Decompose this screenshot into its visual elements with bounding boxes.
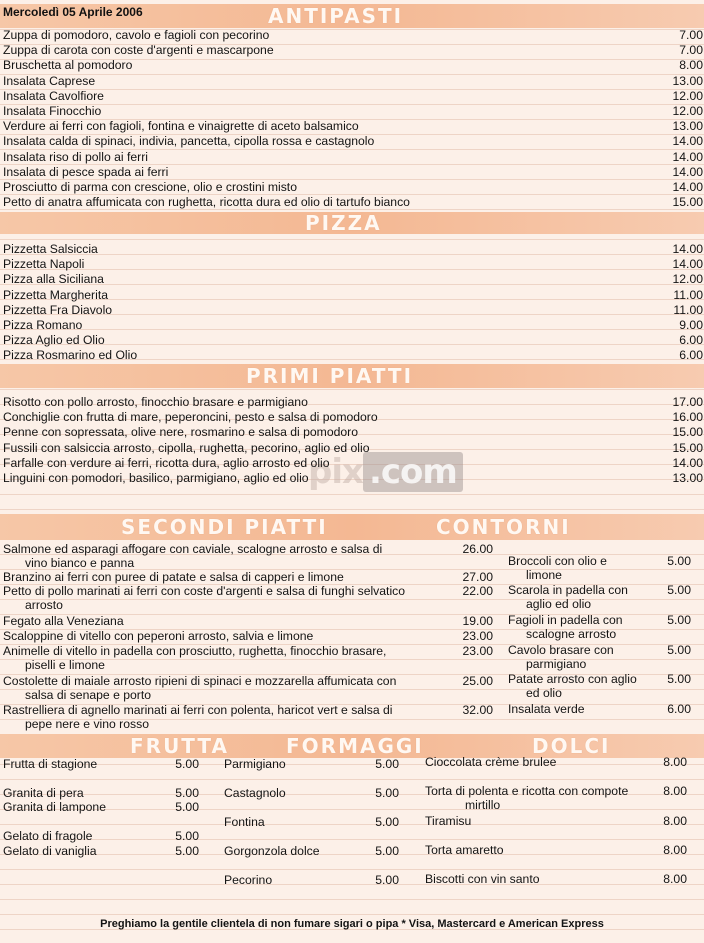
frutta-item — [3, 829, 198, 844]
antipasti-item — [3, 43, 703, 58]
item-price: 23.00 — [462, 644, 493, 658]
item-name: Pizza Aglio ed Olio — [3, 333, 105, 348]
item-name: Zuppa di pomodoro, cavolo e fagioli con pecorino — [3, 28, 270, 42]
item-price: 11.00 — [673, 287, 703, 302]
antipasti-item — [3, 180, 703, 195]
item-name: Pizza alla Siciliana — [3, 272, 104, 287]
antipasti-item — [3, 165, 703, 180]
antipasti-item — [3, 104, 703, 119]
item-price: 14.00 — [672, 257, 703, 272]
item-price: 7.00 — [679, 43, 703, 58]
menu-date: Mercoledì 05 Aprile 2006 — [3, 5, 143, 19]
item-price: 5.00 — [175, 844, 199, 858]
item-price: 8.00 — [663, 872, 687, 886]
item-price: 5.00 — [667, 554, 691, 568]
item-name: Cioccolata crème brulee — [425, 755, 557, 769]
item-name: Pecorino — [224, 873, 273, 887]
item-name-continued: salsa di senape e porto — [25, 688, 152, 702]
item-name: Pizzetta Napoli — [3, 257, 85, 272]
item-name: Branzino ai ferri con puree di patate e salsa di capperi e limone — [3, 570, 344, 584]
item-price: 17.00 — [672, 395, 703, 409]
primi-item — [3, 441, 703, 456]
item-price: 6.00 — [667, 702, 691, 716]
item-price: 32.00 — [462, 703, 493, 717]
section-title-formaggi: FORMAGGI — [286, 734, 424, 758]
item-name: Pizza Rosmarino ed Olio — [3, 348, 138, 363]
item-price: 12.00 — [672, 104, 703, 118]
item-name: Risotto con pollo arrosto, finocchio brasare e parmigiano — [3, 395, 308, 409]
pizza-item — [3, 288, 703, 303]
item-price: 5.00 — [375, 786, 399, 800]
item-name: Frutta di stagione — [3, 757, 98, 771]
antipasti-item — [3, 150, 703, 165]
item-name: Insalata Cavolfiore — [3, 88, 104, 103]
antipasti-item — [3, 74, 703, 89]
item-price: 5.00 — [667, 583, 691, 597]
item-name: Penne con sopressata, olive nere, rosmarino e salsa di pomodoro — [3, 425, 358, 440]
item-price: 5.00 — [375, 757, 399, 771]
item-price: 27.00 — [462, 570, 493, 584]
item-price: 14.00 — [672, 180, 703, 194]
item-price: 13.00 — [672, 119, 703, 134]
item-price: 5.00 — [375, 873, 399, 887]
item-price: 7.00 — [679, 28, 703, 42]
pizza-item — [3, 318, 703, 333]
primi-item — [3, 395, 703, 410]
item-name-continued: piselli e limone — [25, 658, 105, 672]
section-title-dolci: DOLCI — [532, 734, 611, 758]
item-name-continued: parmigiano — [526, 657, 587, 671]
formaggi-item — [224, 815, 399, 830]
pizza-item — [3, 333, 703, 348]
item-name: Tiramisu — [425, 814, 472, 828]
item-price: 26.00 — [462, 542, 493, 556]
item-name-continued: ed olio — [526, 686, 562, 700]
item-name: Gorgonzola dolce — [224, 844, 320, 858]
item-name: Zuppa di carota con coste d'argenti e mascarpone — [3, 43, 274, 58]
section-band-secondi — [0, 514, 704, 540]
contorni-item — [508, 643, 693, 671]
item-name: Fussili con salsiccia arrosto, cipolla, rughetta, pecorino, aglio ed olio — [3, 440, 370, 455]
item-name: Patate arrosto con aglio — [508, 672, 637, 686]
item-name: Pizzetta Fra Diavolo — [3, 302, 113, 317]
item-price: 5.00 — [175, 757, 199, 771]
contorni-item — [508, 672, 693, 700]
item-price: 25.00 — [462, 674, 493, 688]
item-price: 6.00 — [679, 333, 703, 348]
item-price: 5.00 — [175, 800, 199, 814]
item-price: 9.00 — [679, 318, 703, 332]
item-name-continued: scalogne arrosto — [526, 627, 617, 641]
secondi-item — [3, 644, 493, 672]
item-price: 14.00 — [672, 149, 703, 164]
item-price: 13.00 — [672, 471, 703, 485]
contorni-item — [508, 702, 693, 716]
item-price: 5.00 — [667, 613, 691, 627]
antipasti-item — [3, 134, 703, 149]
item-name-continued: pepe nere e vino rosso — [25, 717, 149, 731]
item-name: Gelato di vaniglia — [3, 844, 97, 858]
section-title-pizza: PIZZA — [305, 211, 382, 235]
item-price: 5.00 — [175, 829, 199, 843]
pizza-item — [3, 242, 703, 257]
item-name: Bruschetta al pomodoro — [3, 58, 133, 73]
formaggi-item — [224, 786, 399, 801]
item-name: Verdure ai ferri con fagioli, fontina e vinaigrette di aceto balsamico — [3, 119, 359, 134]
section-title-secondi: SECONDI PIATTI — [121, 515, 328, 539]
item-name: Prosciutto di parma con crescione, olio e crostini misto — [3, 180, 297, 194]
item-price: 14.00 — [672, 242, 703, 256]
item-name: Granita di pera — [3, 786, 84, 800]
item-price: 14.00 — [672, 455, 703, 470]
primi-item — [3, 425, 703, 440]
secondi-item — [3, 703, 493, 731]
pizza-item — [3, 303, 703, 318]
item-name: Parmigiano — [224, 757, 286, 771]
secondi-item — [3, 614, 493, 628]
item-name: Animelle di vitello in padella con prosciutto, rughetta, finocchio brasare, — [3, 644, 387, 658]
item-name: Pizzetta Salsiccia — [3, 242, 98, 256]
secondi-item — [3, 674, 493, 702]
item-name: Insalata riso di pollo ai ferri — [3, 149, 148, 164]
item-price: 8.00 — [663, 755, 687, 769]
item-name: Pizzetta Margherita — [3, 287, 108, 302]
item-price: 8.00 — [663, 784, 687, 798]
item-price: 8.00 — [663, 843, 687, 857]
item-name: Pizza Romano — [3, 318, 83, 332]
frutta-item — [3, 757, 198, 772]
formaggi-item — [224, 873, 399, 888]
frutta-item — [3, 844, 198, 859]
item-price: 22.00 — [462, 584, 493, 598]
secondi-item — [3, 629, 493, 643]
section-title-frutta: FRUTTA — [130, 734, 229, 758]
item-name: Scaloppine di vitello con peperoni arrosto, salvia e limone — [3, 629, 314, 643]
secondi-item — [3, 584, 493, 612]
item-price: 8.00 — [663, 814, 687, 828]
item-name: Castagnolo — [224, 786, 286, 800]
contorni-item — [508, 554, 693, 582]
item-name: Fagioli in padella con — [508, 613, 623, 627]
item-name: Insalata verde — [508, 702, 585, 716]
item-price: 5.00 — [667, 672, 691, 686]
item-name: Broccoli con olio e — [508, 554, 607, 568]
item-price: 14.00 — [672, 134, 703, 149]
pizza-item — [3, 272, 703, 287]
item-name-continued: mirtillo — [465, 798, 501, 812]
contorni-item — [508, 583, 693, 611]
formaggi-item — [224, 844, 399, 859]
footer-note: Preghiamo la gentile clientela di non fumare sigari o pipa * Visa, Mastercard e American Express — [100, 918, 604, 930]
item-name: Biscotti con vin santo — [425, 872, 540, 886]
item-price: 19.00 — [462, 614, 493, 628]
item-price: 15.00 — [672, 440, 703, 455]
item-price: 5.00 — [375, 815, 399, 829]
item-name: Insalata Finocchio — [3, 104, 102, 118]
antipasti-item — [3, 58, 703, 73]
pizza-item — [3, 348, 703, 363]
dolci-item — [425, 755, 688, 769]
item-name-continued: aglio ed olio — [526, 597, 592, 611]
item-price: 16.00 — [672, 410, 703, 425]
antipasti-item — [3, 195, 703, 210]
item-price: 15.00 — [672, 195, 703, 210]
item-name: Torta di polenta e ricotta con compote — [425, 784, 629, 798]
item-price: 11.00 — [673, 302, 703, 317]
antipasti-item — [3, 89, 703, 104]
item-name: Farfalle con verdure ai ferri, ricotta dura, aglio arrosto ed olio — [3, 455, 330, 470]
item-name: Granita di lampone — [3, 800, 106, 814]
item-name: Salmone ed asparagi affogare con caviale, scalogne arrosto e salsa di — [3, 542, 383, 556]
item-name: Petto di anatra affumicata con rughetta, ricotta dura ed olio di tartufo bianco — [3, 195, 410, 210]
section-title-primi: PRIMI PIATTI — [246, 364, 414, 388]
item-name: Petto di pollo marinati ai ferri con coste d'argenti e salsa di funghi selvatico — [3, 584, 406, 598]
item-name: Insalata Caprese — [3, 73, 96, 88]
item-name: Gelato di fragole — [3, 829, 93, 843]
item-price: 15.00 — [672, 425, 703, 440]
dolci-item — [425, 784, 688, 812]
item-name-continued: vino bianco e panna — [25, 556, 135, 570]
item-name-continued: limone — [526, 568, 562, 582]
item-name: Linguini con pomodori, basilico, parmigiano, aglio ed olio — [3, 471, 309, 485]
item-name: Insalata di pesce spada ai ferri — [3, 164, 169, 179]
item-price: 12.00 — [672, 88, 703, 103]
item-price: 5.00 — [375, 844, 399, 858]
antipasti-item — [3, 119, 703, 134]
primi-item — [3, 456, 703, 471]
item-name-continued: arrosto — [25, 598, 63, 612]
section-title-antipasti: ANTIPASTI — [268, 4, 404, 28]
antipasti-item — [3, 28, 703, 43]
contorni-item — [508, 613, 693, 641]
primi-item — [3, 410, 703, 425]
item-name: Cavolo brasare con — [508, 643, 614, 657]
item-price: 12.00 — [672, 272, 703, 287]
item-price: 23.00 — [462, 629, 493, 643]
item-price: 6.00 — [679, 348, 703, 363]
secondi-item — [3, 570, 493, 584]
item-price: 13.00 — [672, 73, 703, 88]
primi-item — [3, 471, 703, 486]
item-name: Fegato alla Veneziana — [3, 614, 124, 628]
item-name: Fontina — [224, 815, 265, 829]
item-name: Torta amaretto — [425, 843, 504, 857]
section-title-contorni: CONTORNI — [436, 515, 571, 539]
frutta-item — [3, 786, 198, 801]
item-name: Conchiglie con frutta di mare, peperoncini, pesto e salsa di pomodoro — [3, 410, 378, 425]
item-price: 14.00 — [672, 164, 703, 179]
formaggi-item — [224, 757, 399, 772]
item-name: Costolette di maiale arrosto ripieni di spinaci e mozzarella affumicata con — [3, 674, 397, 688]
item-price: 5.00 — [175, 786, 199, 800]
dolci-item — [425, 872, 688, 886]
item-price: 8.00 — [679, 58, 703, 73]
item-price: 5.00 — [667, 643, 691, 657]
item-name: Scarola in padella con — [508, 583, 628, 597]
dolci-item — [425, 843, 688, 857]
secondi-item — [3, 542, 493, 570]
frutta-item — [3, 800, 198, 815]
item-name: Insalata calda di spinaci, indivia, pancetta, cipolla rossa e castagnolo — [3, 134, 375, 149]
pizza-item — [3, 257, 703, 272]
watermark: pix .com — [308, 452, 463, 492]
item-name: Rastrelliera di agnello marinati ai ferri con polenta, haricot vert e salsa di — [3, 703, 393, 717]
dolci-item — [425, 814, 688, 828]
